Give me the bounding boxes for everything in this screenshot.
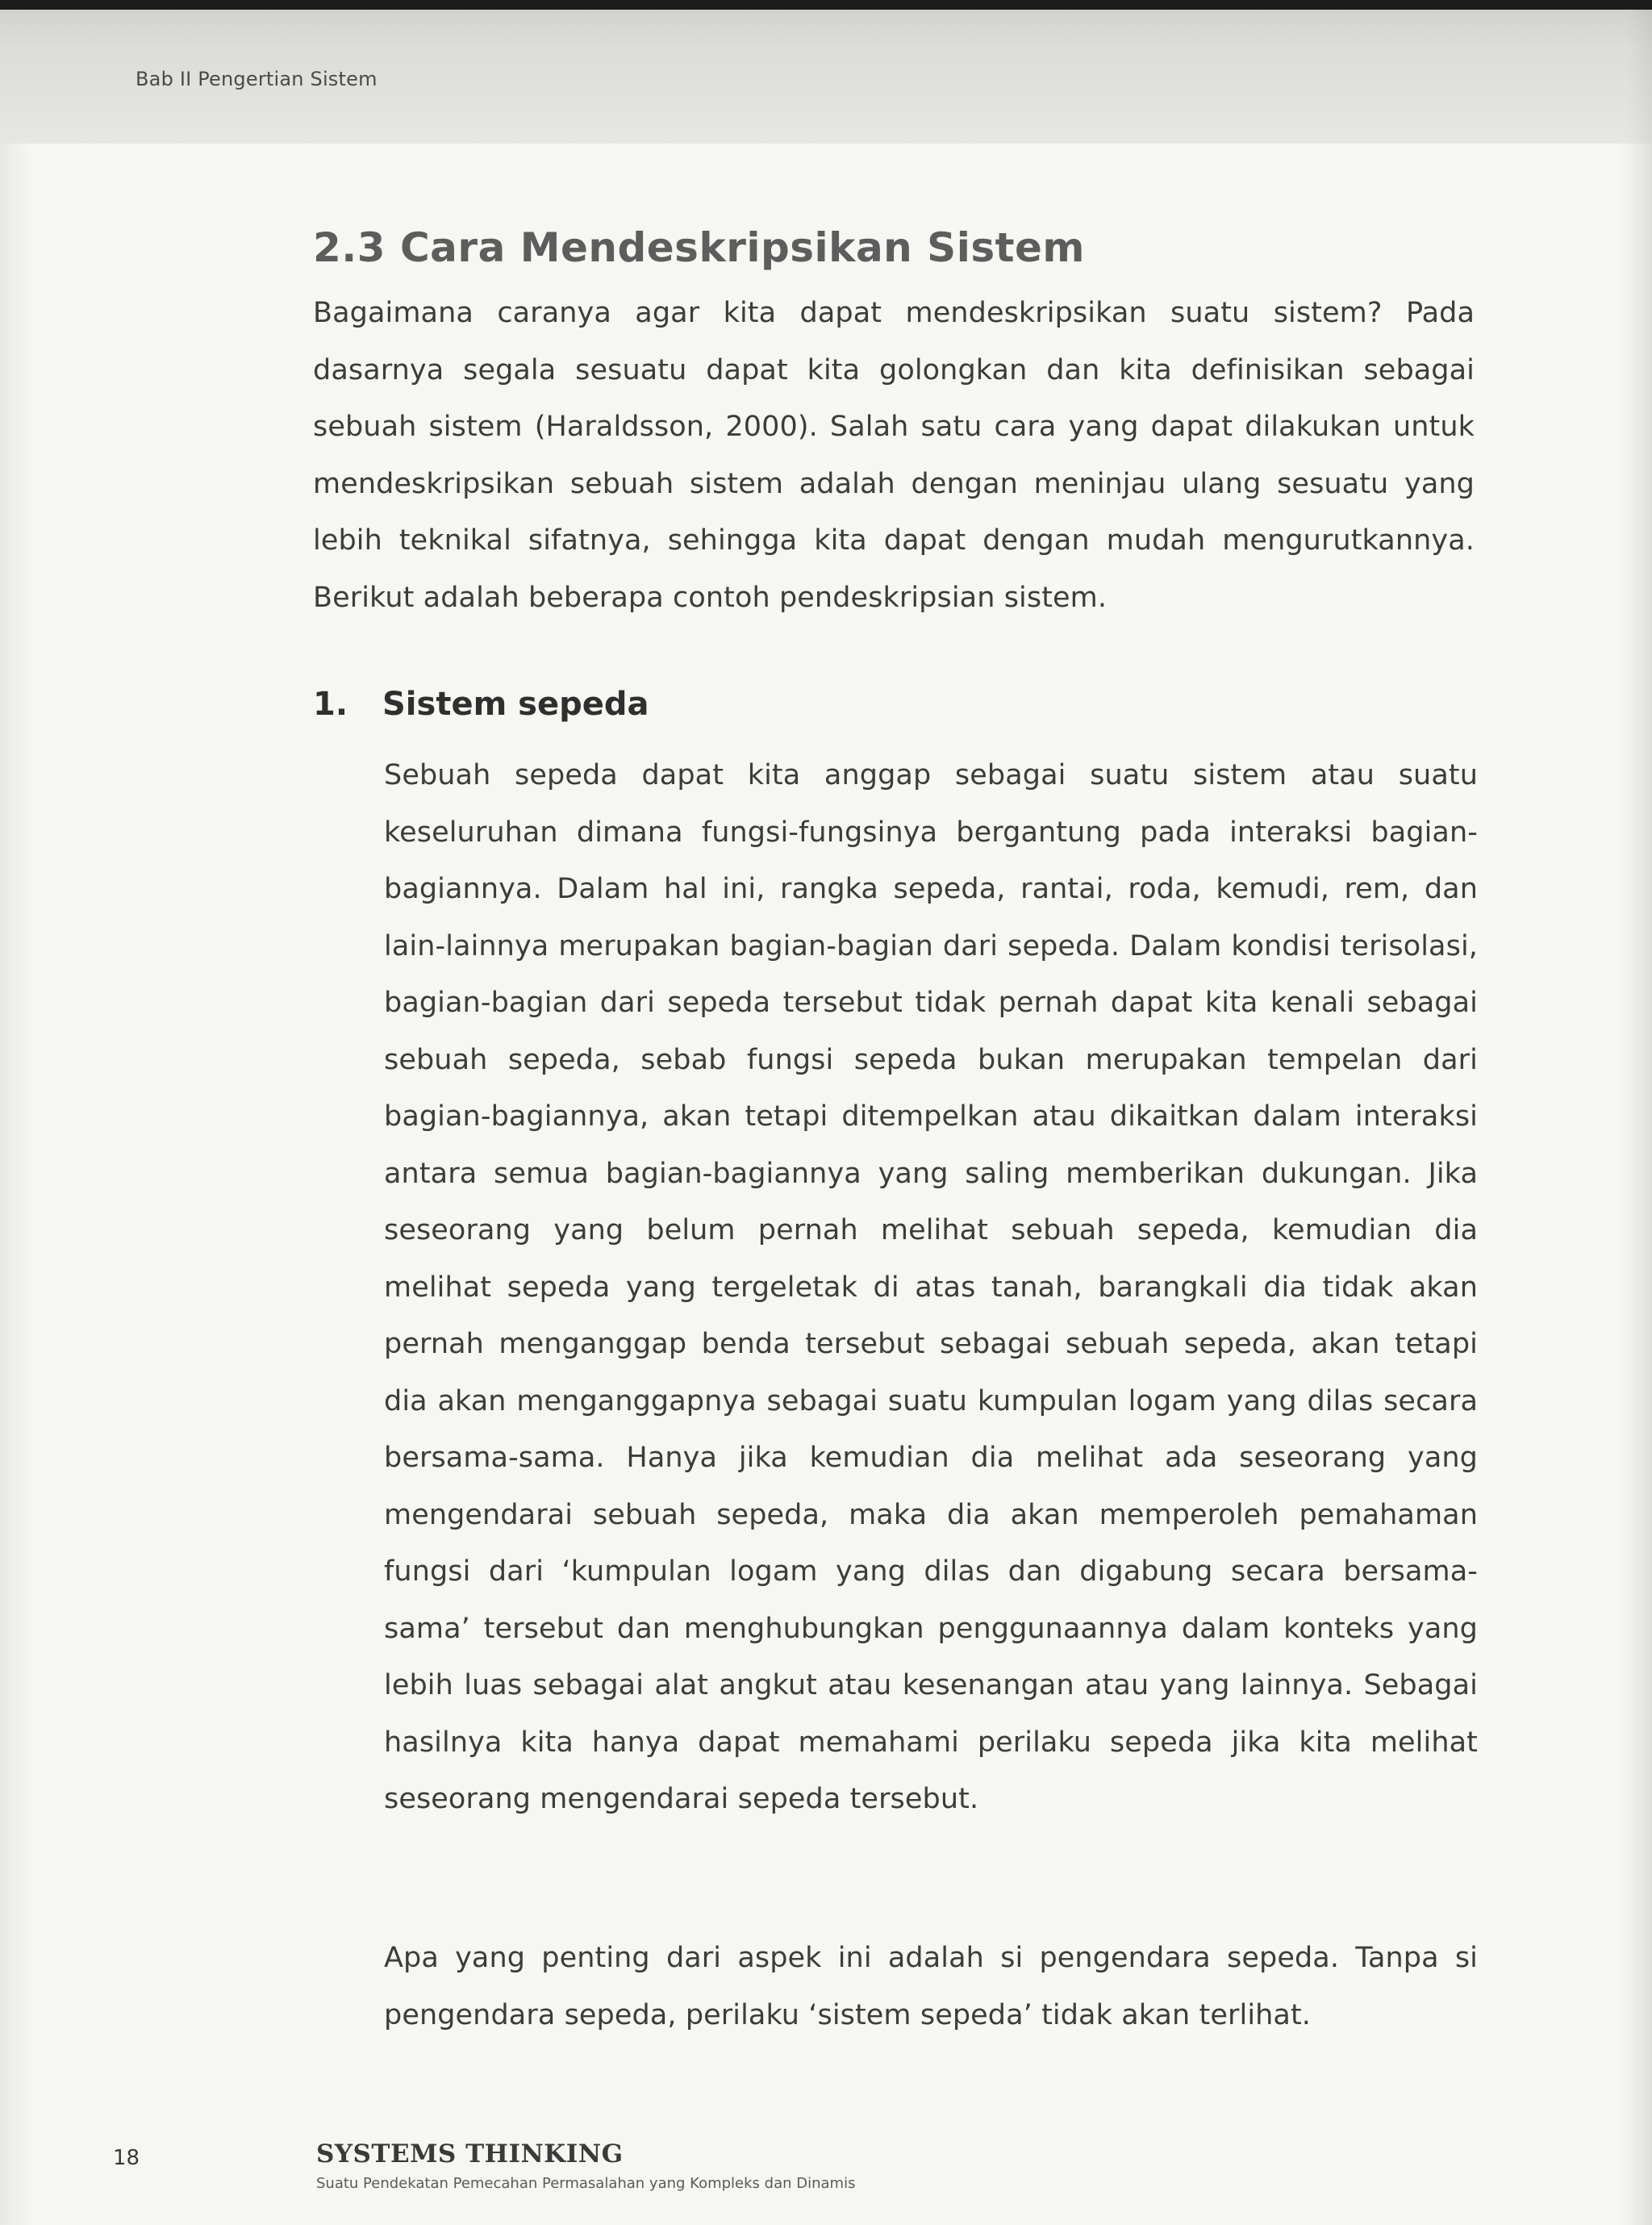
list-item-title: Sistem sepeda — [382, 686, 649, 723]
page-top-edge — [0, 0, 1652, 10]
footer-book-title: SYSTEMS THINKING — [316, 2139, 624, 2169]
footer-book-subtitle: Suatu Pendekatan Pemecahan Permasalahan yang Kompleks dan Dinamis — [316, 2175, 856, 2192]
page-edge-shadow — [1628, 0, 1652, 2225]
page-number: 18 — [113, 2146, 140, 2170]
list-item-body: Sebuah sepeda dapat kita anggap sebagai suatu sistem atau suatu keseluruhan dimana fungsi-fungsinya bergantung pada interaksi bagian-bagiannya. Dalam hal ini, rangka sepeda, rantai, roda, kemudi, rem, dan lain-lainnya merupakan bagian-bagian dari sepeda. Dalam kondisi terisolasi, bagian-bagian dari sepeda tersebut tidak pernah dapat kita kenali sebagai sebuah sepeda, sebab fungsi sepeda bukan merupakan tempelan dari bagian-bagiannya, akan tetapi ditempelkan atau dikaitkan dalam interaksi antara semua bagian-bagiannya yang saling memberikan dukungan. Jika seseorang yang belum pernah melihat sebuah sepeda, kemudian dia melihat sepeda yang tergeletak di atas tanah, barangkali dia tidak akan pernah menganggap benda tersebut sebagai sebuah sepeda, akan tetapi dia akan menganggapnya sebagai suatu kumpulan logam yang dilas secara bersama-sama. Hanya jika kemudian dia melihat ada seseorang yang mengendarai sebuah sepeda, maka dia akan memperoleh pemahaman fungsi dari ‘kumpulan logam yang dilas dan digabung secara bersama-sama’ tersebut dan menghubungkan penggunaannya dalam konteks yang lebih luas sebagai alat angkut atau kesenangan atau yang lainnya. Sebagai hasilnya kita hanya dapat memahami perilaku sepeda jika kita melihat seseorang mengendarai sepeda tersebut. — [384, 759, 1478, 1815]
closing-paragraph: Apa yang penting dari aspek ini adalah si pengendara sepeda. Tanpa si pengendara sepeda, perilaku ‘sistem sepeda’ tidak akan terlihat. — [384, 1942, 1478, 2031]
running-head: Bab II Pengertian Sistem — [136, 68, 378, 90]
section-title: 2.3 Cara Mendeskripsikan Sistem — [313, 224, 1086, 271]
intro-paragraph: Bagaimana caranya agar kita dapat mendeskripsikan suatu sistem? Pada dasarnya segala sesuatu dapat kita golongkan dan kita definisikan sebagai sebuah sistem (Haraldsson, 2000). Salah satu cara yang dapat dilakukan untuk mendeskripsikan sebuah sistem adalah dengan meninjau ulang sesuatu yang lebih teknikal sifatnya, sehingga kita dapat dengan mudah mengurutkannya. Berikut adalah beberapa contoh pendeskripsian sistem. — [313, 297, 1475, 614]
list-item-number: 1. — [313, 686, 348, 723]
